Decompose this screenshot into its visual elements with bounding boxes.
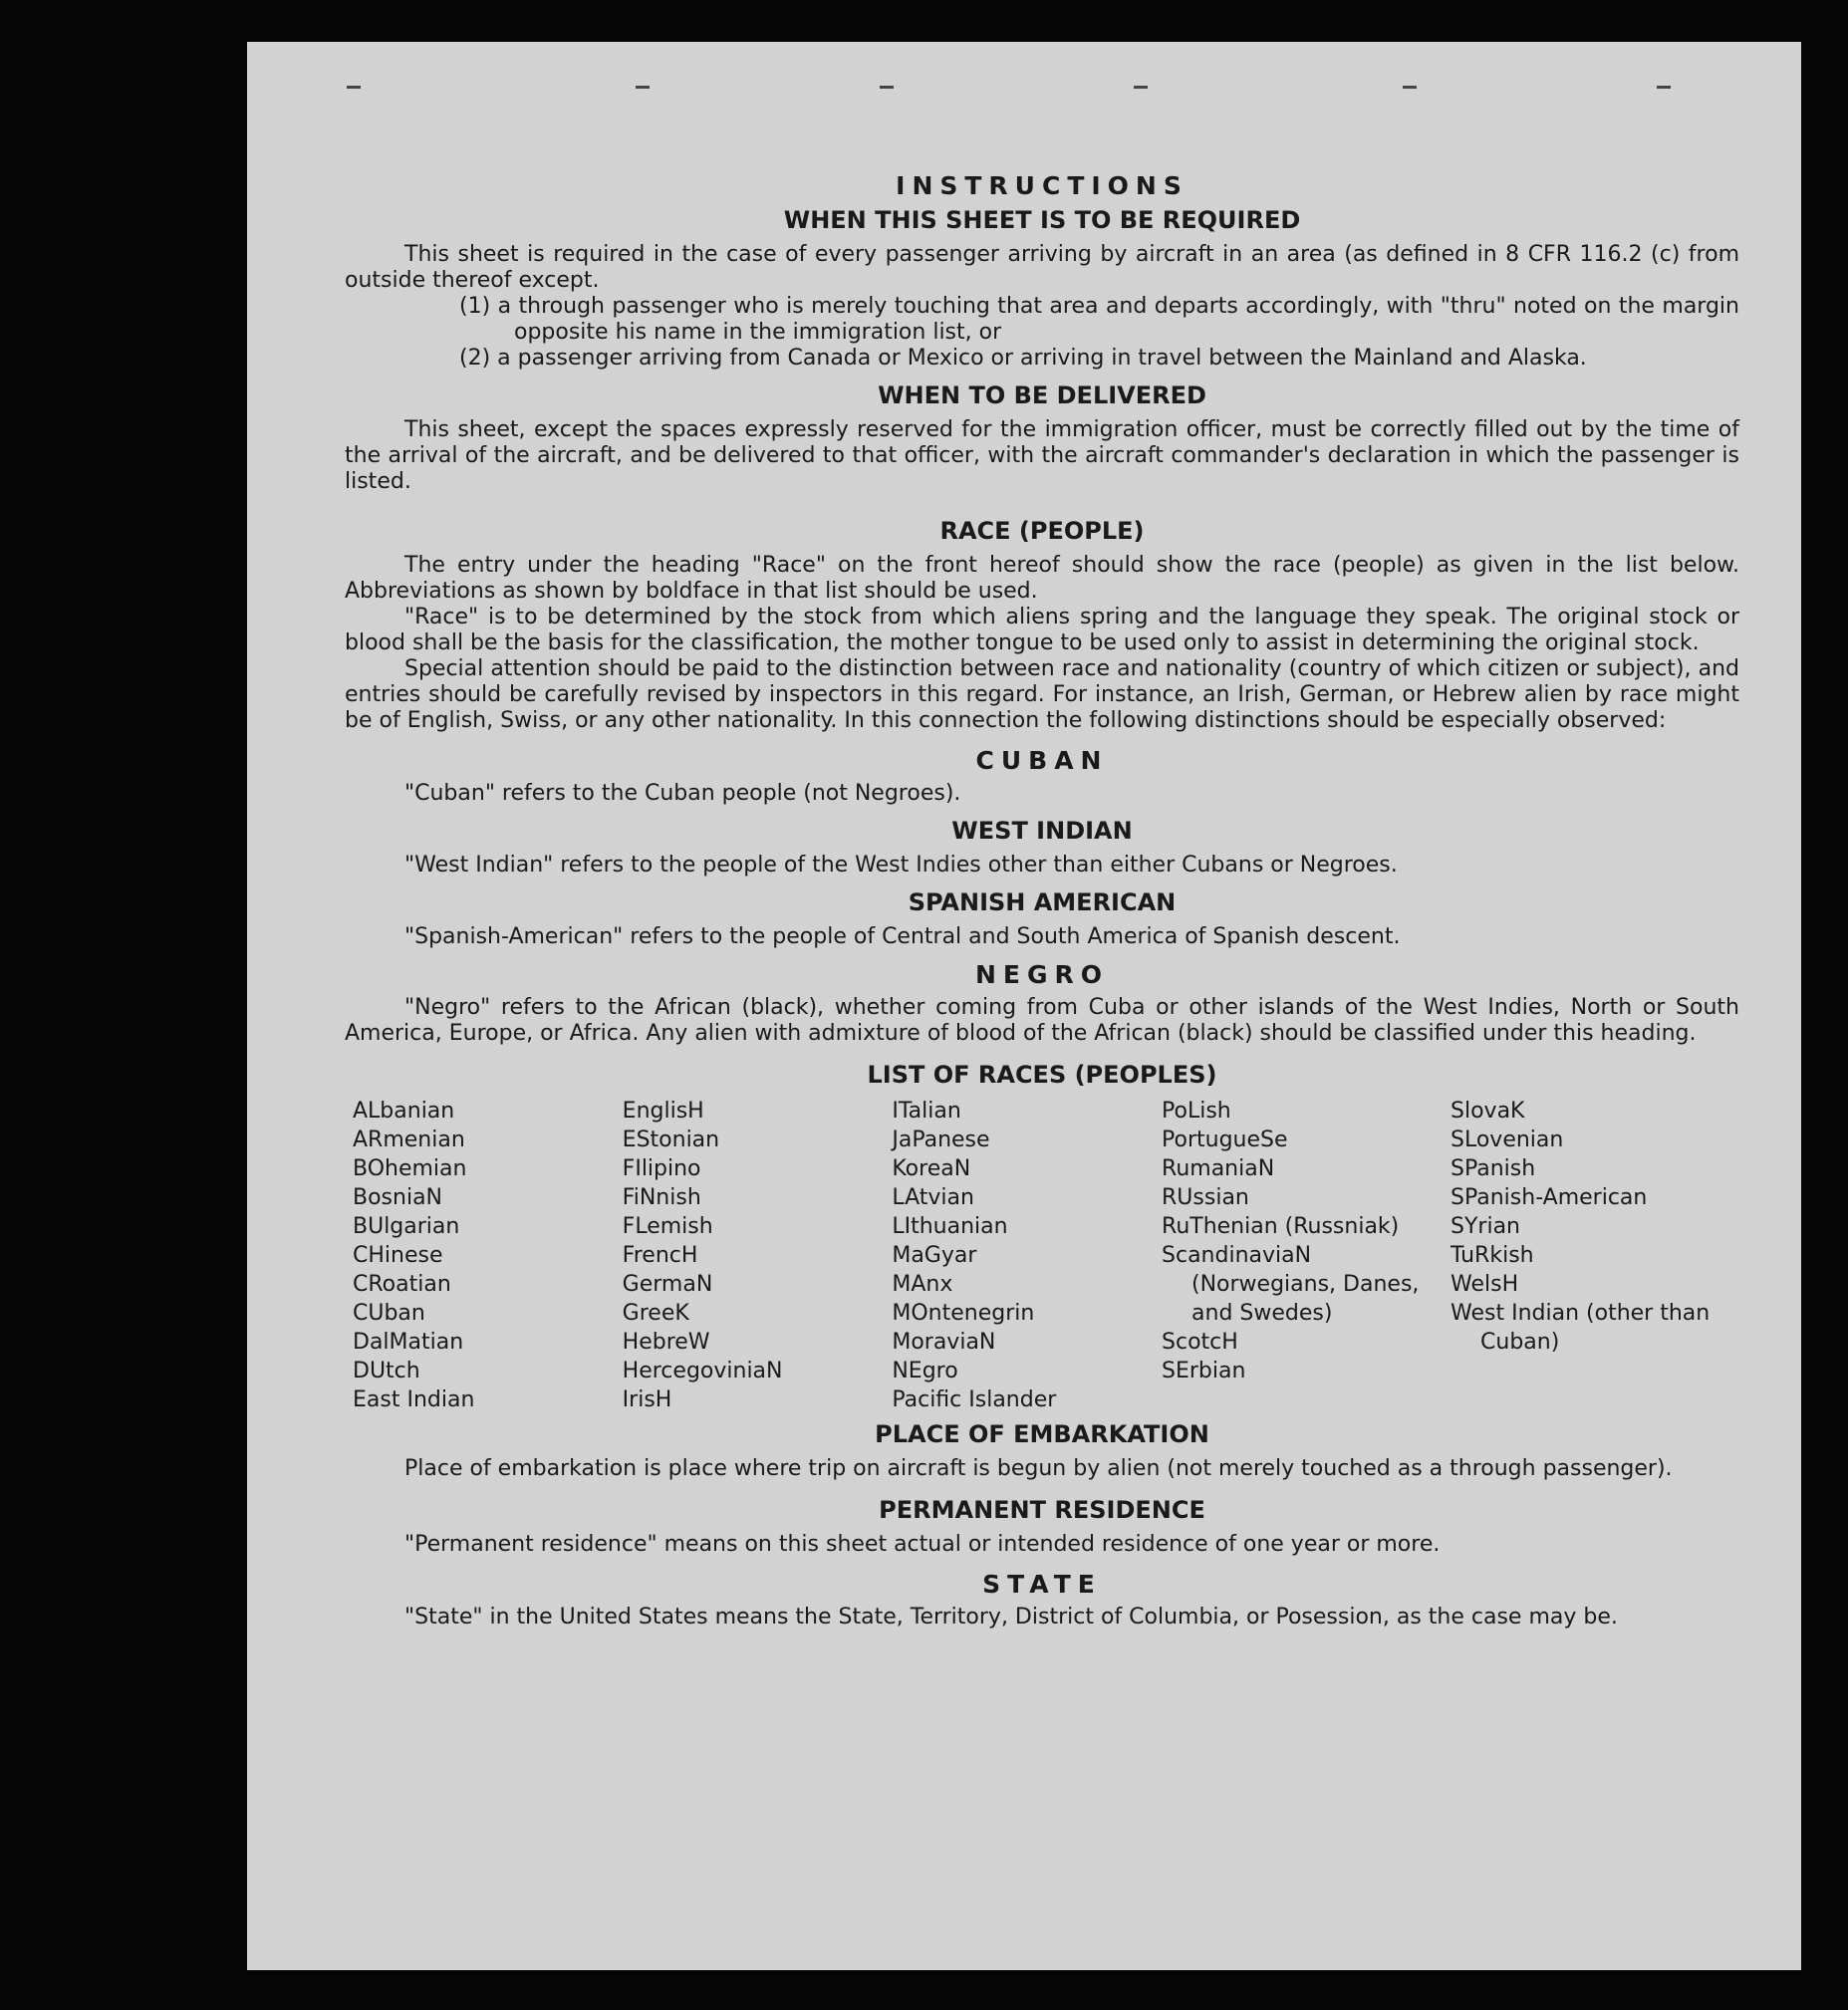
- negro-text: "Negro" refers to the African (black), whether coming from Cuba or other islands of the West Indies, North or South America, Europe, or Africa. Any alien with admixture of blood of the African (black) should be classified under this heading.: [345, 995, 1739, 1046]
- race-item: SPanish: [1451, 1156, 1536, 1181]
- list-of-races-heading: LIST OF RACES (PEOPLES): [867, 1061, 1217, 1089]
- race-item: LIthuanian: [892, 1214, 1008, 1239]
- required-item-1: (1) a through passenger who is merely touching that area and departs accordingly, with "thru" noted on the margin opposite his name in the immigration list, or: [459, 294, 1739, 345]
- race-item: WelsH: [1451, 1272, 1519, 1297]
- race-item: CHinese: [353, 1243, 443, 1268]
- race-item: HebreW: [622, 1330, 710, 1355]
- residence-heading: PERMANENT RESIDENCE: [879, 1496, 1205, 1524]
- race-item: FIlipino: [622, 1156, 701, 1181]
- race-item: MOntenegrin: [892, 1301, 1035, 1326]
- instructions-content: [345, 171, 1739, 1631]
- races-column-2: [623, 1097, 893, 1414]
- race-item: ScotcH: [1162, 1330, 1238, 1355]
- west-indian-heading: WEST INDIAN: [951, 817, 1133, 845]
- race-item: BosniaN: [353, 1185, 443, 1210]
- race-item: EStonian: [622, 1128, 720, 1152]
- race-item: SErbian: [1162, 1359, 1246, 1383]
- document-sheet: [247, 42, 1801, 1970]
- race-item: MaGyar: [892, 1243, 977, 1268]
- races-column-5: [1451, 1097, 1739, 1414]
- race-item: ALbanian: [353, 1099, 455, 1124]
- race-item: KoreaN: [892, 1156, 971, 1181]
- race-item: BOhemian: [353, 1156, 467, 1181]
- race-item: RUssian: [1162, 1185, 1249, 1210]
- race-item: SlovaK: [1451, 1099, 1525, 1124]
- required-heading: WHEN THIS SHEET IS TO BE REQUIRED: [783, 206, 1301, 234]
- west-indian-text: "West Indian" refers to the people of the West Indies other than either Cubans or Negroes.: [404, 853, 1398, 878]
- cuban-heading: CUBAN: [975, 746, 1109, 775]
- race-item: Pacific Islander: [892, 1387, 1057, 1412]
- delivered-heading: WHEN TO BE DELIVERED: [878, 381, 1206, 409]
- delivered-text: This sheet, except the spaces expressly reserved for the immigration officer, must be correctly filled out by the time of the arrival of the aircraft, and be delivered to that officer, with the aircraft commander's declaration in which the passenger is listed.: [345, 417, 1739, 494]
- race-item: GermaN: [622, 1272, 713, 1297]
- races-column-4: [1162, 1097, 1451, 1414]
- race-item: ARmenian: [353, 1128, 465, 1152]
- race-item: RuThenian (Russniak): [1162, 1214, 1400, 1239]
- race-item: MAnx: [892, 1272, 953, 1297]
- race-item: West Indian (other than Cuban): [1451, 1301, 1711, 1355]
- race-item: FLemish: [622, 1214, 713, 1239]
- race-item: MoraviaN: [892, 1330, 996, 1355]
- race-paragraph-3: Special attention should be paid to the distinction between race and nationality (country of which citizen or subject), and entries should be carefully revised by inspectors in this regard. For instance, an Irish, German, or Hebrew alien by race might be of English, Swiss, or any other nationality. In this connection the following distinctions should be especially observed:: [345, 656, 1739, 733]
- embarkation-text: Place of embarkation is place where trip on aircraft is begun by alien (not merely touched as a through passenger).: [404, 1456, 1673, 1481]
- race-item: SLovenian: [1451, 1128, 1564, 1152]
- page-title: INSTRUCTIONS: [896, 171, 1188, 200]
- races-column-3: [892, 1097, 1162, 1414]
- embarkation-heading: PLACE OF EMBARKATION: [875, 1420, 1209, 1448]
- race-item: JaPanese: [892, 1128, 990, 1152]
- residence-text: "Permanent residence" means on this sheet actual or intended residence of one year or more.: [404, 1532, 1441, 1557]
- race-item: ITalian: [892, 1099, 961, 1124]
- race-item: EnglisH: [622, 1099, 704, 1124]
- race-item: ScandinaviaN (Norwegians, Danes, and Swedes): [1162, 1243, 1420, 1326]
- race-item: FrencH: [622, 1243, 698, 1268]
- state-text: "State" in the United States means the State, Territory, District of Columbia, or Posession, as the case may be.: [404, 1605, 1618, 1630]
- race-item: RumaniaN: [1162, 1156, 1275, 1181]
- spanish-american-heading: SPANISH AMERICAN: [908, 888, 1177, 916]
- negro-heading: NEGRO: [974, 960, 1110, 989]
- race-paragraph-1: The entry under the heading "Race" on the front hereof should show the race (people) as given in the list below. Abbreviations as shown by boldface in that list should be used.: [345, 553, 1739, 604]
- race-item: East Indian: [353, 1387, 475, 1412]
- race-heading: RACE (PEOPLE): [939, 517, 1145, 545]
- state-heading: STATE: [982, 1570, 1102, 1599]
- race-item: HercegoviniaN: [622, 1359, 783, 1383]
- race-item: NEgro: [892, 1359, 958, 1383]
- race-item: DUtch: [353, 1359, 420, 1383]
- race-item: IrisH: [622, 1387, 672, 1412]
- required-intro: This sheet is required in the case of every passenger arriving by aircraft in an area (as defined in 8 CFR 116.2 (c) from outside thereof except.: [345, 242, 1739, 293]
- spanish-american-text: "Spanish-American" refers to the people of Central and South America of Spanish descent.: [404, 924, 1401, 949]
- races-column-1: [353, 1097, 623, 1414]
- race-item: BUlgarian: [353, 1214, 460, 1239]
- race-item: TuRkish: [1451, 1243, 1534, 1268]
- race-item: GreeK: [622, 1301, 689, 1326]
- required-item-2: (2) a passenger arriving from Canada or Mexico or arriving in travel between the Mainland and Alaska.: [459, 346, 1587, 371]
- race-paragraph-2: "Race" is to be determined by the stock from which aliens spring and the language they speak. The original stock or blood shall be the basis for the classification, the mother tongue to be used only to assist in determining the original stock.: [345, 605, 1739, 655]
- races-list: [353, 1097, 1739, 1414]
- race-item: LAtvian: [892, 1185, 974, 1210]
- race-item: SYrian: [1451, 1214, 1521, 1239]
- race-item: CRoatian: [353, 1272, 451, 1297]
- race-item: SPanish-American: [1451, 1185, 1648, 1210]
- race-item: PoLish: [1162, 1099, 1231, 1124]
- race-item: CUban: [353, 1301, 425, 1326]
- cuban-text: "Cuban" refers to the Cuban people (not Negroes).: [404, 781, 961, 806]
- staple-marks: [347, 86, 1721, 96]
- race-item: DalMatian: [353, 1330, 464, 1355]
- race-item: FiNnish: [622, 1185, 701, 1210]
- race-item: PortugueSe: [1162, 1128, 1288, 1152]
